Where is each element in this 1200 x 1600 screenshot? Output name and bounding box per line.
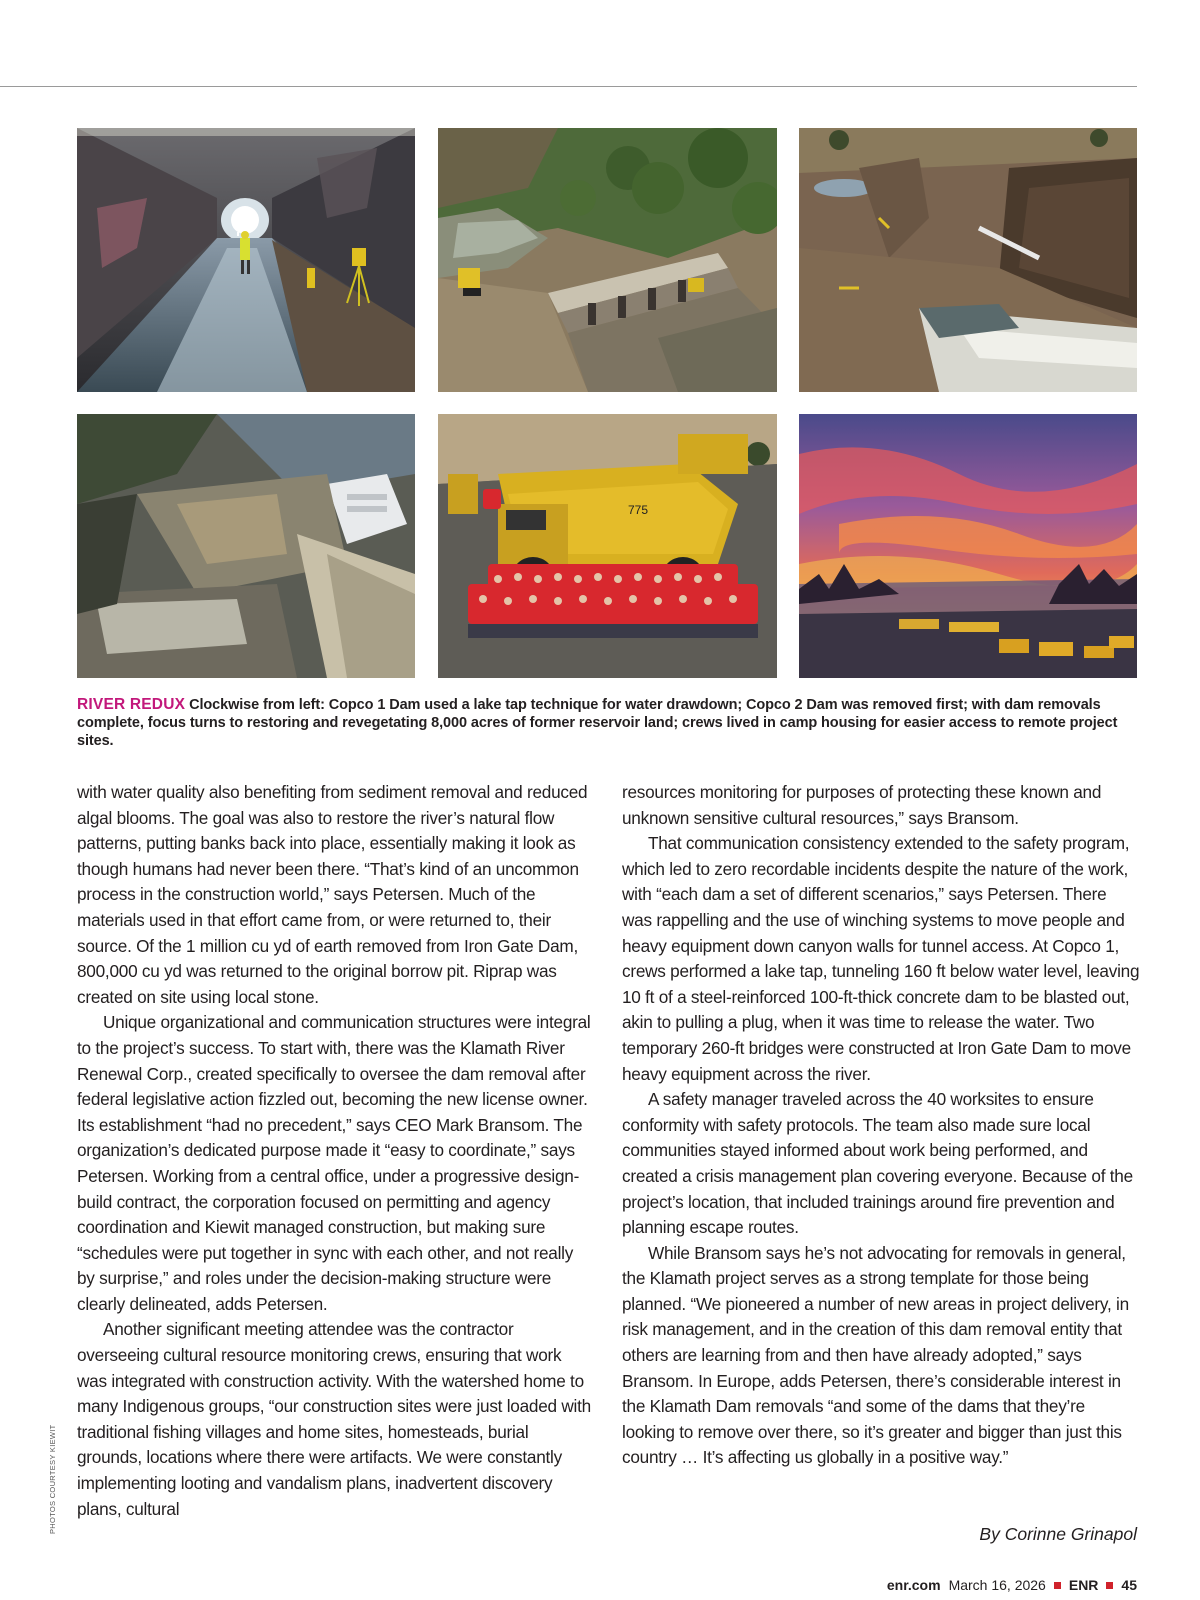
footer-site: enr.com <box>886 1577 941 1593</box>
paragraph: resources monitoring for purposes of protecting these known and unknown sensitive cultural resources,” says Bransom. <box>622 782 1102 828</box>
caption-text: Clockwise from left: Copco 1 Dam used a lake tap technique for water drawdown; Copco 2 Dam was removed first; with dam removals complete, focus turns to restoring and revegetating 8,000 acres of former reservoir land; crews lived in camp housing for easier access to remote project sites. <box>77 697 1118 749</box>
paragraph: Another significant meeting attendee was the contractor overseeing cultural resource monitoring crews, ensuring that work was integrated with construction activity. With the watershed home to many Indigenous groups, “our construction sites were just loaded with traditional fishing villages and home sites, homesteads, burial grounds, locations where there were artifacts. We were constantly implementing looting and vandalism plans, inadvertent discovery plans, cultural <box>77 1319 591 1519</box>
photo-caption <box>77 696 1137 750</box>
paragraph: Unique organizational and communication structures were integral to the project’s success. To start with, there was the Klamath River Renewal Corp., created specifically to oversee the dam removal after federal legislative action fizzled out, becoming the new license owner. Its establishment “had no precedent,” says CEO Mark Bransom. The organization’s dedicated purpose made it “easy to coordinate,” says Petersen. Working from a central office, under a progressive design-build contract, the corporation focused on permitting and agency coordination and Kiewit managed construction, but making sure “schedules were put together in sync with each other, and not really by surprise,” and roles under the decision-making structure were clearly delineated, adds Petersen. <box>77 1012 591 1314</box>
page-number: 45 <box>1121 1577 1137 1593</box>
paragraph: That communication consistency extended to the safety program, which led to zero recordable incidents despite the nature of the work, with “each dam a set of different scenarios,” says Petersen. There was rappelling and the use of winching systems to move people and heavy equipment down canyon walls for tunnel access. At Copco 1, crews performed a lake tap, tunneling 160 ft below water level, leaving 10 ft of a steel-reinforced 100-ft-thick concrete dam to be blasted out, akin to pulling a plug, when it was time to release the water. Two temporary 260-ft bridges were constructed at Iron Gate Dam to move heavy equipment across the river. <box>622 833 1140 1084</box>
byline: By Corinne Grinapol <box>979 1524 1137 1544</box>
tunnel-lake-tap-photo <box>77 128 415 392</box>
top-rule <box>0 86 1137 87</box>
footer-brand: ENR <box>1068 1577 1099 1593</box>
paragraph: While Bransom says he’s not advocating for removals in general, the Klamath project serves as a strong template for those being planned. “We pioneered a number of new areas in project delivery, in risk management, and in the creation of this dam removal entity that others are learning from and then have already adopted,” says Bransom. In Europe, adds Petersen, there’s considerable interest in the Klamath Dam removals “and some of the dams that they’re looking to remove over there, so it’s greater and bigger than just this country … It’s affecting us globally in a positive way.” <box>622 1242 1129 1468</box>
left-text-column <box>77 780 595 1522</box>
photo-grid <box>77 128 1137 678</box>
caption-kicker: RIVER REDUX <box>77 696 186 713</box>
paragraph: A safety manager traveled across the 40 worksites to ensure conformity with safety protocols. The team also made sure local communities stayed informed about work being performed, and created a crisis management plan covering everyone. Because of the project’s location, that included trainings around fire prevention and planning escape routes. <box>622 1089 1133 1238</box>
page-footer <box>887 1577 1137 1593</box>
reservoir-land-restoration-photo <box>799 128 1137 392</box>
truck-number: 775 <box>628 503 649 517</box>
paragraph: with water quality also benefiting from sediment removal and reduced algal blooms. The goal was also to restore the river’s natural flow patterns, putting banks back into place, essentially making it look as though humans had never been there. “That’s kind of an uncommon process in the construction world,” says Petersen. Much of the materials used in that effort came from, or were returned to, their source. Of the 1 million cu yd of earth removed from Iron Gate Dam, 800,000 cu yd was returned to the original borrow pit. Riprap was created on site using local stone. <box>77 782 588 1007</box>
dam-spillway-debris-photo <box>77 414 415 678</box>
footer-date: March 16, 2026 <box>948 1577 1046 1593</box>
footer-square-icon <box>1106 1582 1113 1589</box>
photo-credit-text: PHOTOS COURTESY KIEWIT <box>48 1424 57 1534</box>
camp-sunset-photo <box>799 414 1137 678</box>
copco2-dam-aerial-photo <box>438 128 777 392</box>
crew-with-haul-truck-photo <box>438 414 777 678</box>
right-text-column <box>622 780 1140 1471</box>
footer-square-icon <box>1054 1582 1061 1589</box>
